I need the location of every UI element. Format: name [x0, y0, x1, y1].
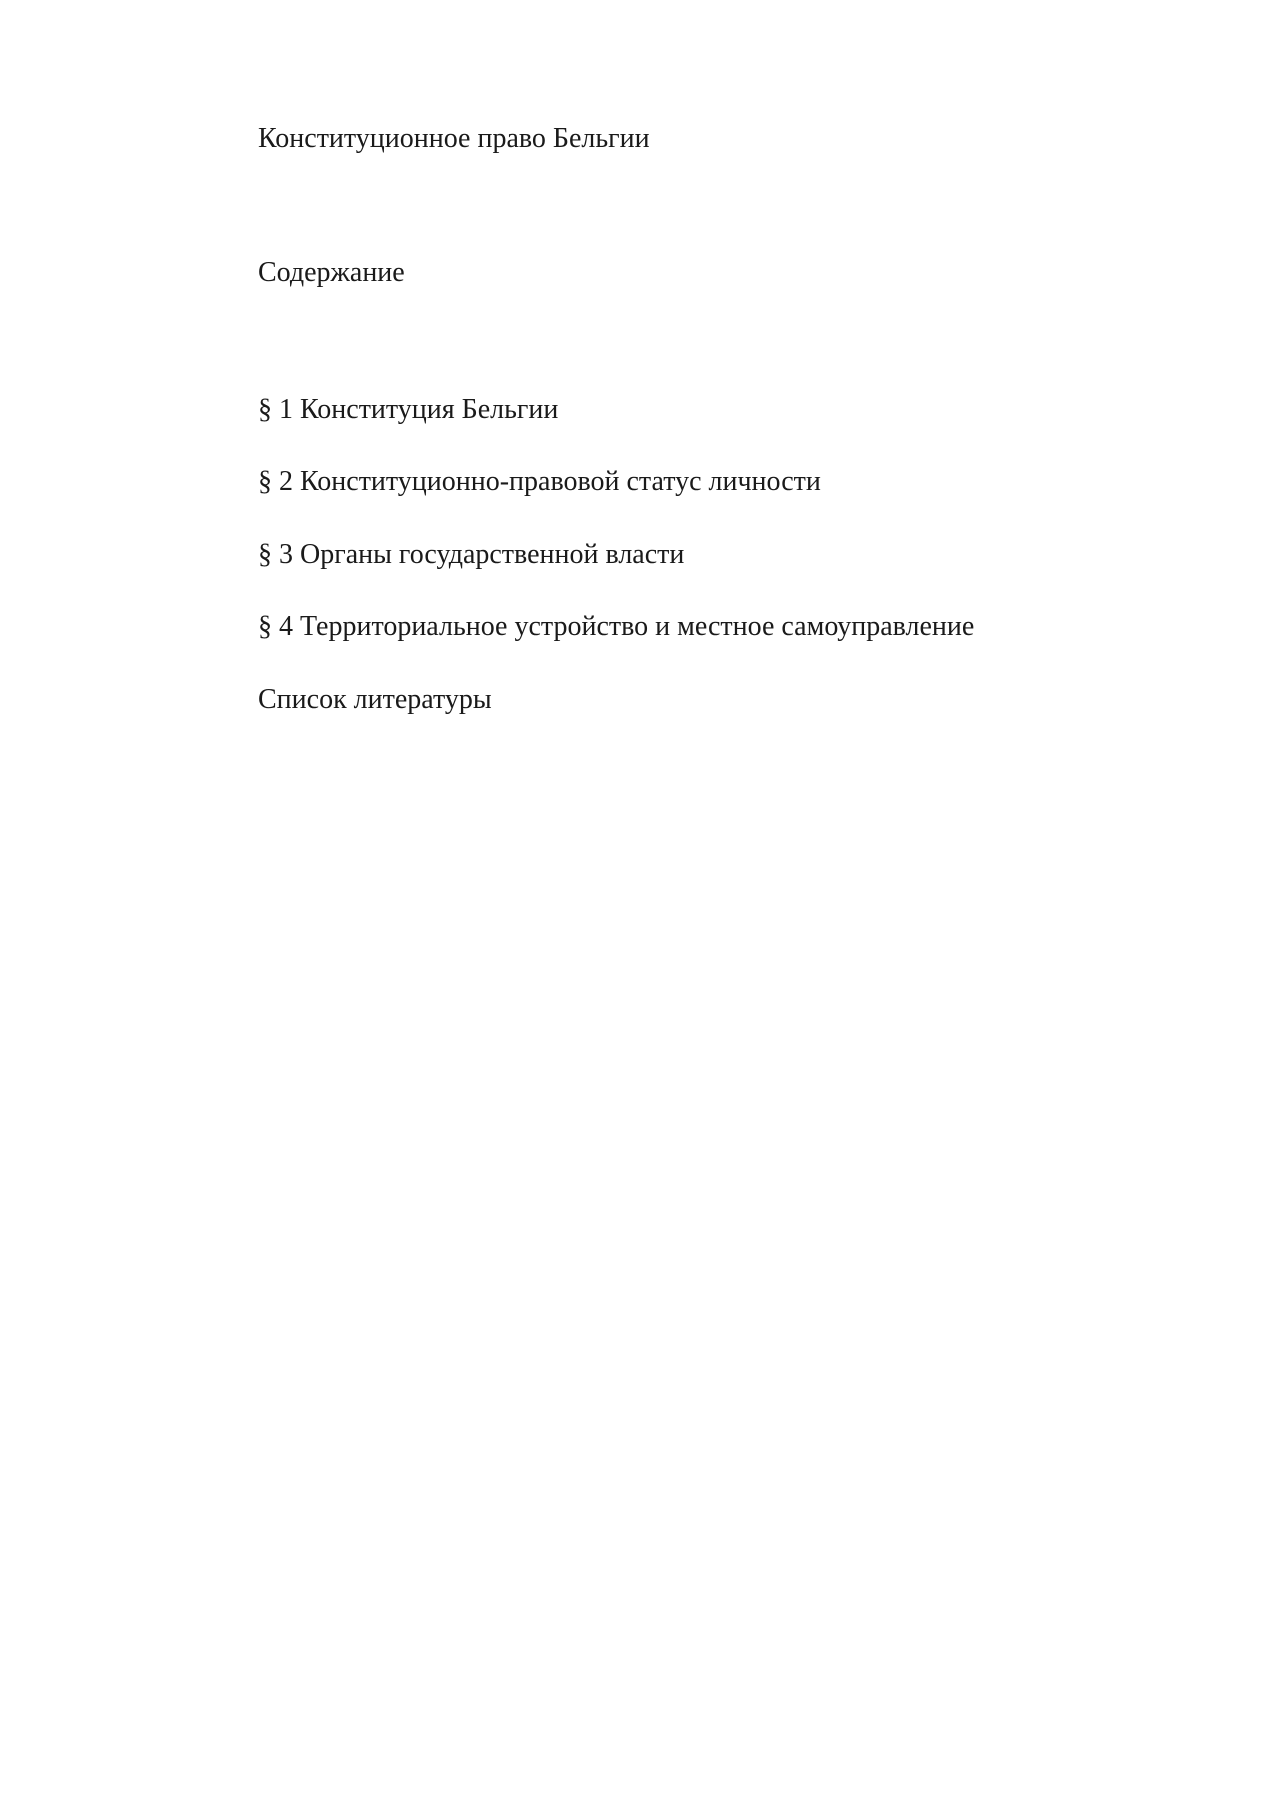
toc-item-territorial-structure: § 4 Территориальное устройство и местное самоуправление — [258, 611, 975, 642]
document-title: Конституционное право Бельгии — [258, 123, 650, 154]
toc-item-personal-status: § 2 Конституционно-правовой статус личности — [258, 466, 821, 497]
toc-item-state-bodies: § 3 Органы государственной власти — [258, 539, 685, 570]
toc-item-bibliography: Список литературы — [258, 684, 492, 715]
toc-heading: Содержание — [258, 257, 405, 288]
toc-item-constitution: § 1 Конституция Бельгии — [258, 394, 559, 425]
